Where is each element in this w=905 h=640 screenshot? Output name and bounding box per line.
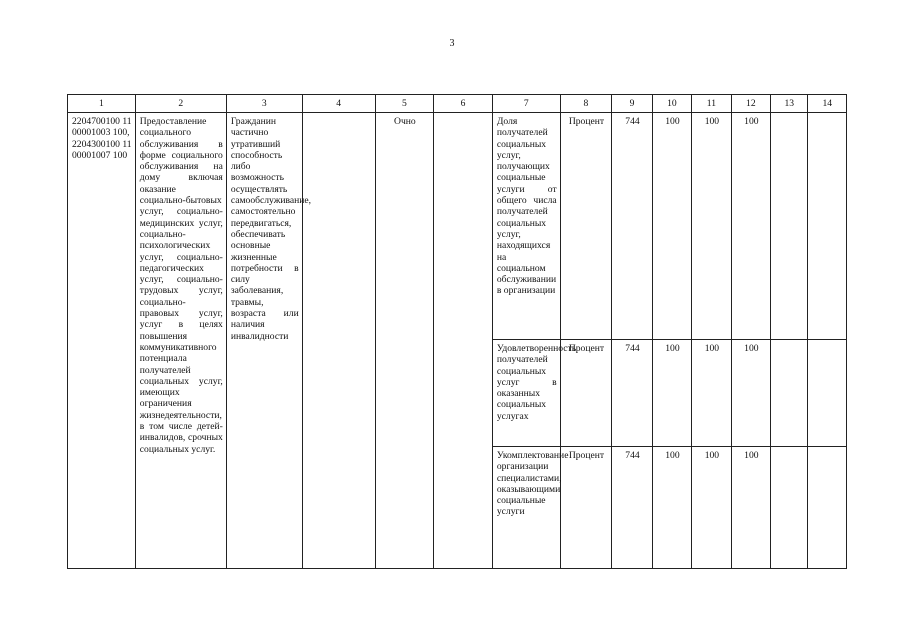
indicator-value-11: 100	[692, 113, 731, 340]
indicator-value-11: 100	[692, 447, 731, 569]
column-header: 7	[492, 95, 560, 113]
indicator-name: Укомплектование организации специалистами, оказывающими социальные услуги	[492, 447, 560, 569]
indicator-value-12: 100	[731, 113, 770, 340]
indicator-value-14	[808, 340, 847, 447]
column-header: 1	[68, 95, 136, 113]
indicator-value-10: 100	[652, 447, 691, 569]
indicator-code: 744	[612, 113, 652, 340]
service-codes: 2204700100 1100001003 100, 2204300100 1100001007 100	[68, 113, 136, 569]
indicator-unit: Процент	[560, 113, 612, 340]
indicator-code: 744	[612, 447, 652, 569]
service-name: Предоставление социального обслуживания в форме социального обслуживания на дому включая оказание социально-бытовых услуг, социально-медицинских услуг, социально-психологических услуг, социально-педагогических услуг, социально-трудовых услуг, социально-правовых услуг, услуг в целях повышения коммуникативного потенциала получателей социальных услуг, имеющих ограничения жизнедеятельности, в том числе детей-инвалидов, срочных социальных услуг.	[135, 113, 226, 569]
indicator-value-13	[771, 113, 808, 340]
indicator-name: Удовлетворенность получателей социальных услуг в оказанных социальных услугах	[492, 340, 560, 447]
column-header: 14	[808, 95, 847, 113]
indicator-value-10: 100	[652, 113, 691, 340]
column-header: 9	[612, 95, 652, 113]
column-header: 4	[302, 95, 375, 113]
indicator-code: 744	[612, 340, 652, 447]
indicator-value-14	[808, 113, 847, 340]
indicator-unit: Процент	[560, 340, 612, 447]
service-col4	[302, 113, 375, 569]
indicator-value-13	[771, 340, 808, 447]
column-header: 8	[560, 95, 612, 113]
indicator-name: Доля получателей социальных услуг, получающих социальные услуги от общего числа получателей социальных услуг, находящихся на социальном обслуживании в организации	[492, 113, 560, 340]
column-header: 11	[692, 95, 731, 113]
column-header: 6	[434, 95, 493, 113]
service-col6	[434, 113, 493, 569]
column-header: 12	[731, 95, 770, 113]
indicator-value-14	[808, 447, 847, 569]
table-row	[68, 113, 847, 340]
service-recipients: Гражданин частично утративший способность либо возможность осуществлять самообслуживание, самостоятельно передвигаться, обеспечивать основные жизненные потребности в силу заболевания, травмы, возраста или наличия инвалидности	[226, 113, 302, 569]
indicator-unit: Процент	[560, 447, 612, 569]
service-form: Очно	[375, 113, 434, 569]
column-header: 5	[375, 95, 434, 113]
indicator-value-10: 100	[652, 340, 691, 447]
indicator-value-11: 100	[692, 340, 731, 447]
column-header: 2	[135, 95, 226, 113]
column-header: 13	[771, 95, 808, 113]
indicator-value-12: 100	[731, 447, 770, 569]
services-table	[67, 94, 847, 569]
indicator-value-13	[771, 447, 808, 569]
column-header: 3	[226, 95, 302, 113]
column-header: 10	[652, 95, 691, 113]
column-number-row	[68, 95, 847, 113]
indicator-value-12: 100	[731, 340, 770, 447]
page-number: 3	[449, 38, 455, 49]
